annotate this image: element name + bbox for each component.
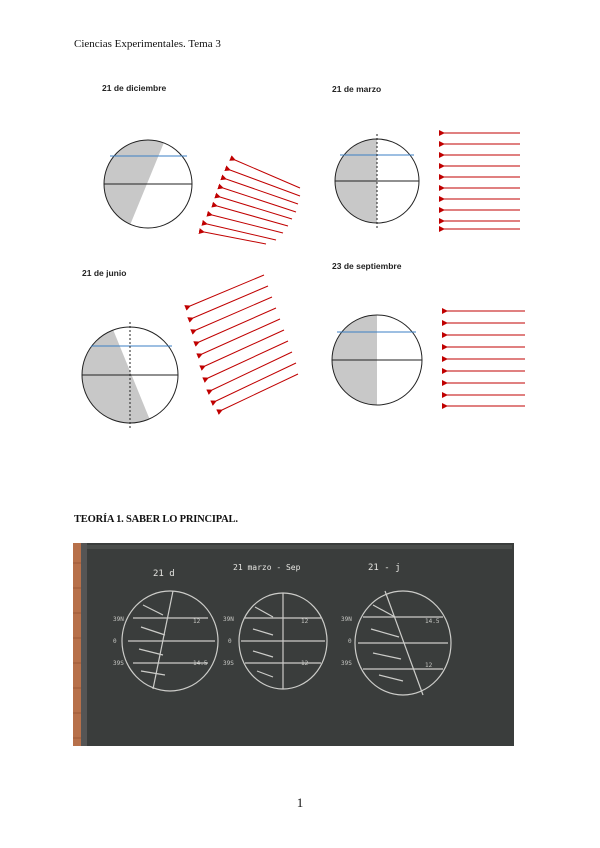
- diagram-march: [335, 133, 520, 229]
- svg-text:12: 12: [425, 662, 433, 669]
- svg-text:39N: 39N: [223, 616, 234, 623]
- svg-text:39S: 39S: [223, 660, 234, 667]
- shadow-region: [104, 140, 165, 230]
- label-september: 23 de septiembre: [332, 261, 402, 271]
- svg-text:0: 0: [228, 638, 232, 645]
- chalkboard-photo: [73, 543, 514, 746]
- page-header: Ciencias Experimentales. Tema 3: [74, 38, 221, 50]
- diagram-september: [332, 311, 525, 406]
- diagram-december: [104, 140, 300, 244]
- svg-text:12: 12: [301, 618, 309, 625]
- page-number: 1: [296, 795, 304, 810]
- sun-rays: [444, 133, 520, 229]
- label-december: 21 de diciembre: [102, 83, 167, 93]
- section-title: TEORÍA 1. SABER LO PRINCIPAL.: [74, 514, 238, 525]
- svg-text:39N: 39N: [113, 616, 124, 623]
- svg-text:14.5: 14.5: [193, 660, 208, 667]
- sun-rays: [447, 311, 525, 406]
- label-june: 21 de junio: [82, 268, 127, 278]
- svg-text:0: 0: [348, 638, 352, 645]
- board-label-2: 21 marzo - Sep: [233, 563, 301, 572]
- shadow-region: [82, 327, 152, 425]
- board-label-1: 21 d: [153, 569, 175, 579]
- svg-text:39S: 39S: [113, 660, 124, 667]
- diagram-june: [82, 275, 298, 428]
- svg-text:12: 12: [193, 618, 201, 625]
- svg-text:14.5: 14.5: [425, 618, 440, 625]
- label-march: 21 de marzo: [332, 84, 382, 94]
- svg-text:39S: 39S: [341, 660, 352, 667]
- svg-text:39N: 39N: [341, 616, 352, 623]
- board-label-3: 21 - j: [368, 563, 401, 573]
- svg-text:0: 0: [113, 638, 117, 645]
- svg-text:12: 12: [301, 660, 309, 667]
- sun-rays: [190, 275, 298, 410]
- sun-rays: [204, 160, 300, 244]
